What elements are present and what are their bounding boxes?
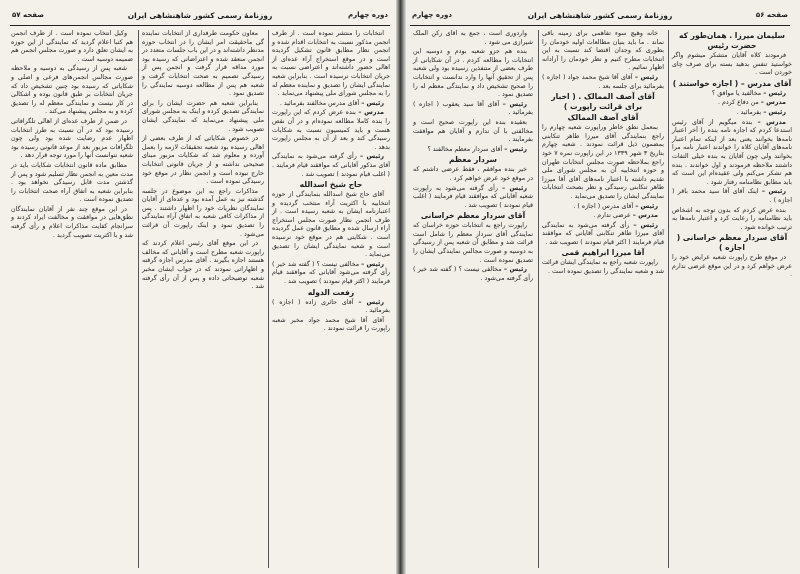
speaker-name: رئیس – [635,202,658,210]
paragraph [413,222,533,265]
paragraph-text: وکیل انتخاب نموده است . از طرف انجمن هم کتبا اعلام گردید که نمایندگی از این حوزه به ایشان تعلق دارد و صورت مجلس انجمن هم ضمیمه دوسیه است . [11,30,133,63]
paragraph [272,30,390,99]
paragraph-text: در این موقع چند نفر از آقایان نمایندگان نطق‌هایی در موافقت و مخالفت ایراد کردند و سرانجام کفایت مذاکرات اعلام و رأی گرفته شد و با اکثریت تصویب گردید . [11,205,133,239]
paragraph [672,99,792,108]
paragraph [672,90,792,99]
paragraph-text: معاون حکومت طرفداری از انتخابات نماینده گی ماحقیقت امر ایشان را در انتخاب حوزه مدنظر داشته‌اند و در این باب جلسات متعدد در انجمن منعقد شده و اعتراضاتی که رسیده بود مورد مداقه قرار گرفت و انجمن پس از رسیدگی تصمیم به صحت انتخابات گرفت و شعبه هم پس از مطالعه دوسیه نمایندگی را تصدیق نمود . [142,30,264,98]
speaker-heading: سلیمان میرزا . همان‌طور که حضرت رئیس [678,31,786,50]
paragraph-text: راپورت راجع به انتخابات حوزه خراسان که نمایندگی آقای سردار معظم را شامل است قرائت شد و مطابق آن شعبه پس از رسیدگی به دوسیه و صورت مجالس نمایندگی ایشان را تصدیق نموده است . [413,222,533,264]
speaker-name: رئیس – [633,221,658,229]
paragraph [413,30,533,47]
speaker-name: مدرس – [757,118,786,126]
paragraph [272,109,390,152]
paragraph [413,101,533,118]
paragraph-text: بنده هم جزو شعبه بودم و دوسیه این انتخابات را مطالعه کردم . در آن شکایاتی از طرف بعضی از متنفذین رسیده بود ولی شعبه پس از تحقیق آنها را وارد ندانست و انتخابات را صحیح تشخیص داد و نمایندگی معظم له را تصدیق نمود . [413,48,533,99]
paragraph-text: اینک آقای آقا سید محمد باقر ( اجازه ) . [672,188,792,204]
paragraph [142,30,264,99]
paragraph-text: بنده عرض کردم که بدون توجه به اشخاص باید نظامنامه را رعایت کرد و اعتبار نامه‌ها به ترتیب خوانده شود . [672,206,792,231]
text-column [668,30,795,568]
paragraph [672,254,792,280]
paragraph [672,109,792,118]
paragraph-text: آقای مدرس مخالفند بفرمائید . [279,99,360,107]
paragraph-text: بمعمل نطق خاطر وراپورت شعبه چهارم را راجع بنمایندگی آقای میرزا طاهر تنکابنی بمضمون ذیل قرائت نمودند . شعبه چهارم بتاریخ ۳ شهر ۱۳۳۹ در این راپورت نمره ۷ خود راجع بملاحظه صورت مجلس انتخابات طهران و حوزه انتخابیه آن به مجلس شورای ملی تقدیم داشته با اعتبار نامه‌های آقای آقا میرزا طاهر تنکابنی رسیدگی و نظر بصحت انتخابات نمایندگی ایشان را تصدیق می‌نماید . [542,124,664,200]
paragraph-text: فرمودند کلاه آقایان متشکر میشوم واگر خواستید تنفس بدهید بسته برای صرف چای خوردن است . [672,52,792,77]
paragraph-text: مطابق ماده قانون انتخابات شکایات باید در مدت معین به انجمن نظار تسلیم شود و پس از گذشتن مدت قابل رسیدگی نخواهد بود . بنابراین شعبه به اتفاق آراء صحت انتخابات را تصدیق نموده است . [11,161,133,204]
speaker-name: مدرس – [358,109,384,117]
speaker-name: رئیس – [360,153,384,161]
paragraph-text: انتخابات را منتشر نموده است . از طرف انجمن مذکور نسبت به انتخابات اقدام شده و انجمن نظار مطابق قانون تشکیل گردیده است و در موقع استخراج آراء عده‌ای از اهالی حضور داشته‌اند و اعتراضی نسبت به جریان انتخابات نرسیده است . بنابراین شعبه نمایندگی ایشان را تصدیق و نماینده معظم له را به مجلس شورای ملی پیشنهاد می‌نماید . [272,30,390,98]
header-rule [10,25,390,26]
left-page-header [12,8,388,24]
speaker-heading: سردار معظم [448,155,498,165]
speaker-heading: آقای مدرس – ( اجازه خواستند ) [672,78,792,88]
paragraph-text: در موقع طرح راپورت شعبه عرایض خود را عرض خواهم کرد و در این موقع عرضی ندارم . [672,254,792,279]
paragraph-text: در خصوص شکایاتی که از طرف بعضی از اهالی رسیده بود شعبه تحقیقات لازمه را بعمل آورده و معلوم شد که شکایات مزبور مبنای صحیحی نداشته و از جریان قانونی انتخابات خارج نبوده است و انجمن نظار در موقع خود رسیدگی نموده است . [142,135,264,186]
speaker-name: رئیس – [502,100,527,108]
paragraph [542,203,664,212]
text-column [8,30,136,568]
newspaper-title: روزنامهٔ رسمی کشور شاهنشاهی ایران [127,11,273,20]
paragraph-text: شعبه پس از رسیدگی به دوسیه و ملاحظه صورت مجالس انجمن‌های فرعی و اصلی و شکایاتی که رسیده بود چنین تشخیص داد که جریان انتخابات بر طبق قانون بوده و اشکالی در کار نیست و نمایندگی معظم له را تصدیق کرده و به مجلس پیشنهاد می‌کند . [11,65,133,116]
paragraph [142,240,264,292]
page-gutter [396,0,406,574]
speaker-name: رئیس – [502,184,527,192]
paragraph [272,317,390,334]
page-number: صفحه ۵۷ [12,11,45,19]
paragraph-text: بنده میگویم از آقای رئیس استدعا کردم که اجازه نامه بنده را آخر اعتبار نامه‌ها بخوانند یعنی بعد از اینکه تمام اعتبار نامه‌های آقایان کلاه را خواندند اعتبار نامه مرا بخوانند ولی چون آقایان به بنده خیلی التفات داشتند ملاحظه فرمودند و اول خواندند . بنده هم تشکر می‌کنم ولی عقیده‌ام این است که باید مطابق نظامنامه رفتار شود . [672,118,792,186]
paragraph-text: مخالفید یا موافق ؟ [711,89,762,97]
paragraph-text: رأی گرفته می‌شود به راپورت شعبه آقایانی که موافقند قیام فرمایند ( اغلب قیام نمودند ) تصویب شد . [413,184,533,209]
paragraph [413,119,533,145]
paragraph [11,65,133,117]
text-column [138,30,267,568]
speaker-name: رئیس – [504,145,527,153]
speaker-heading: آقا میرزا ابراهیم قمی [561,248,645,258]
page-number: صفحه ۵۶ [755,11,788,19]
paragraph [142,100,264,134]
paragraph [413,166,533,183]
speaker-heading: رفعت الدوله [307,287,355,297]
paragraph [542,74,664,91]
paragraph [672,119,792,188]
speaker-name: رئیس – [361,99,384,107]
speaker-name: رئیس – [358,298,384,306]
paragraph-text: مخالفی نیست ؟ ( گفته شد خیر ) رأی گرفته می‌شود آقایانی که موافقند قیام فرمایند ( اکثر قیام نمودند ) تصویب شد . [272,260,390,286]
right-page-header [412,8,788,24]
paragraph-text: رأی گرفته می‌شود به نمایندگی آقای مذکور آقایانی که موافقند قیام فرمایند . ( اغلب قیام نمودند ) تصویب شد . [272,153,390,178]
paragraph-text: در ضمن از طرف عده‌ای از اهالی تلگرافاتی رسیده بود که در آن نسبت به طرز انتخابات اظهار عدم رضایت شده بود ولی چون تلگرافات مزبور بعد از موعد قانونی رسیده بود شعبه نتوانست آنها را مورد توجه قرار دهد . [11,117,133,160]
paragraph-text: آقای آقا سید یعقوب ( اجازه ) بفرمائید . [413,100,533,117]
paragraph-text: راپورت شعبه راجع به نمایندگی ایشان قرائت شد و شعبه نمایندگی را تصدیق نموده است . [542,259,664,276]
text-column [538,30,667,568]
paragraph-text: آقای حائری زاده ( اجازه ) بفرمائید . [272,298,390,315]
speaker-name: رئیس – [503,266,527,274]
paragraph-text: آقای حاج شیخ اسدالله بنمایندگی از حوزه انتخابیه با اکثریت آراء منتخب گردیده و اعتبارنامه ایشان به شعبه رسیده است . از طرف انجمن نظار صورت مجلس استخراج آراء ارسال شده و مطابق قانون عمل گردیده است . شکایتی هم در موقع خود نرسیده است و شعبه نمایندگی ایشان را تصدیق می‌نماید . [272,191,390,259]
paragraph [11,162,133,205]
paragraph [542,124,664,201]
paragraph-text: رأی گرفته می‌شود به نمایندگی آقای میرزا طاهر تنکابنی آقایانی که موافقند قیام فرمایند ( اکثر قیام نمودند ) تصویب شد . [542,221,664,246]
text-column [268,30,393,568]
paragraph [11,206,133,240]
newspaper-title: روزنامهٔ رسمی کشور شاهنشاهی ایران [527,11,673,20]
paragraph [542,259,664,276]
paragraph-text: آقای مدرس ( اجازه ) . [573,202,634,210]
paragraph-text: من دفاع کردم . [717,99,759,107]
paragraph-text: بنابراین شعبه هم حضرت ایشان را برای نمایندگی تصدیق کرده و اینک به مجلس شورای ملی پیشنهاد می‌نماید که نمایندگی ایشان تصویب شود . [142,99,264,133]
paragraph-text: واردوری است ، جمع به آقای رکن الملک شیرازی می شود . [413,30,533,46]
paragraph-text: خیر بنده موافقم ، فقط عرضی داشتم که در موقع خود عرض خواهم کرد . [413,166,533,182]
paragraph [542,212,664,221]
speaker-heading: حاج شیخ اسدالله [299,180,363,190]
paragraph-text: بنده عرض کردم که این راپورت را بنده کاملا مطالعه نموده‌ام و در آن نقص هست و باید کمیسیون نسبت به شکایات رسیدگی کند و بعد از آن به مجلس راپورت بدهد . [272,109,390,151]
paragraph [272,153,390,179]
paragraph-text: مذاکرات راجع به این موضوع در جلسه گذشته نیز به عمل آمده بود و عده‌ای از آقایان نمایندگان نظریات خود را اظهار داشتند . پس از مذاکرات کافی شعبه به اتفاق آراء نمایندگی را تصدیق نمود و اینک راپورت آن قرائت می‌شود . [142,187,264,238]
paragraph [142,135,264,187]
paragraph [272,191,390,260]
speaker-name: مدرس – [632,212,658,220]
paragraph-text: مخالفی نیست ؟ ( گفته شد خیر ) رأی گرفته می‌شود . [413,266,533,282]
paragraph [413,185,533,211]
paragraph [272,100,390,109]
paragraph-text: آقای آقا شیخ محمد جواد ( اجازه ) بفرمائید برای جلسه بعد . [542,73,664,90]
paragraph [542,222,664,248]
speaker-heading: آقای سردار معظم خراسانی ( اجازه ) [676,233,788,253]
paragraph-text: بعقیده بنده این راپورت صحیح است و مخالفتی با آن ندارم و آقایان هم موافقت بفرمایند . [413,118,533,144]
edition-label: دوره چهارم [412,11,452,19]
paragraph-text: عرضی ندارم . [593,212,631,220]
speaker-heading: آقای آصف الممالک . ( اخبار برای قرائت راپورت ) [551,92,655,112]
edition-label: دوره چهارم [348,11,388,19]
speaker-name: رئیس – [634,73,658,81]
paragraph [542,30,664,73]
speaker-heading: آقای آصف الممالک [567,113,639,123]
paragraph [413,266,533,283]
paragraph [413,146,533,155]
paragraph [11,118,133,161]
paragraph [272,261,390,287]
paragraph [413,48,533,100]
speaker-name: رئیس – [761,188,786,196]
paragraph-text: خانه وهیچ سوء تفاهمی برای زمینه باقی نماند . ما باید بنیان مطالعات اولیه خودمان را بطوری که وجدان اقتضا کند نسبت به این انتخابات مطرح کنیم و نظر خودمان را آزادانه اظهار نمائیم . [542,30,664,72]
paragraph [672,188,792,205]
paragraph-text: آقای سردار معظم مخالفند ؟ [427,145,503,153]
text-column [410,30,536,568]
paragraph [272,299,390,316]
header-rule [410,25,790,26]
right-page [400,0,800,574]
speaker-name: رئیس – [361,260,384,268]
speaker-heading: آقای سردار معظم خراسانی [420,211,526,221]
paragraph-text: بفرمائید . [736,108,762,116]
speaker-name: رئیس – [763,108,786,116]
paragraph [672,52,792,78]
paragraph [142,188,264,240]
paragraph-text: در این موقع آقای رئیس اعلام کردند که راپورت شعبه مطرح است و آقایانی که مخالف هستند اجازه بگیرند . آقای مدرس اجازه گرفته و اظهاراتی نمودند که در جواب ایشان مخبر شعبه توضیحاتی داده و پس از آن رأی گرفته شد . [142,240,264,291]
paragraph [672,207,792,233]
speaker-name: رئیس – [763,89,786,97]
paragraph-text: آقای آقا شیخ محمد جواد مخبر شعبه راپورت را قرائت نمودند . [272,316,390,333]
speaker-name: مدرس – [760,99,786,107]
paragraph [11,30,133,64]
